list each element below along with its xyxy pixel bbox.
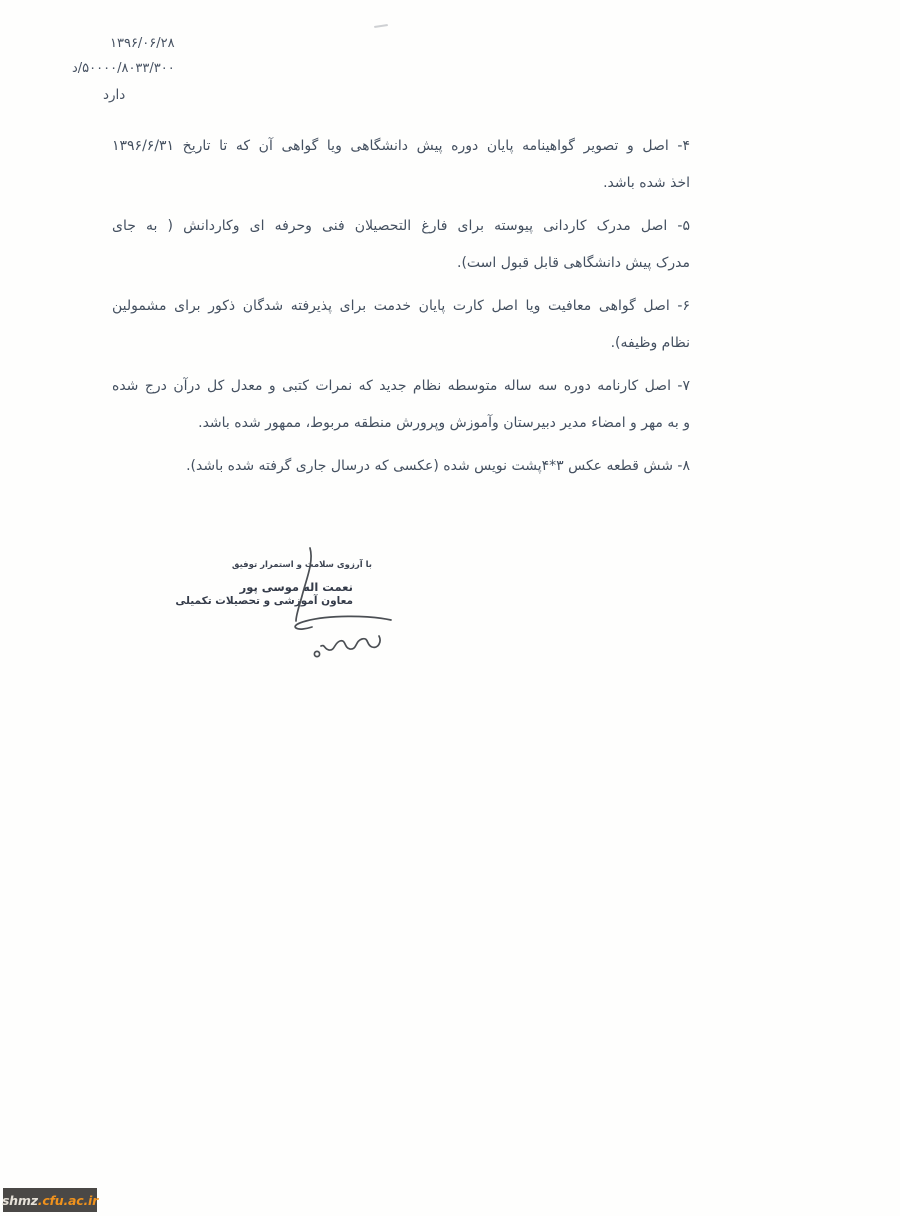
scan-artifact (374, 24, 388, 28)
item-6-line-1: ۶- اصل گواهی معافیت ویا اصل کارت پایان خدمت برای پذیرفته شدگان ذکور برای مشمولین (112, 298, 690, 314)
handwritten-signature (200, 540, 460, 670)
item-5-line-1: ۵- اصل مدرک کاردانی پیوسته برای فارغ التحصیلان فنی وحرفه ای وکاردانش ( به جای (112, 218, 690, 234)
letter-ref-number: ۵۰۰۰۰/۸۰۳۳/۳۰۰/د (72, 61, 175, 76)
watermark-site-prefix: shmz (1, 1192, 38, 1208)
item-7-line-1: ۷- اصل کارنامه دوره سه ساله متوسطه نظام جدید که نمرات کتبی و معدل کل درآن درج شده (112, 378, 690, 394)
signature-salutation: با آرزوی سلامت و استمرار توفیق (231, 560, 372, 570)
signatory-title: معاون آموزشی و تحصیلات تکمیلی (175, 595, 353, 607)
item-8-line-1: ۸- شش قطعه عکس ۳*۴پشت نویس شده (عکسی که درسال جاری گرفته شده باشد). (186, 458, 690, 474)
item-4-line-1: ۴- اصل و تصویر گواهینامه پایان دوره پیش دانشگاهی ویا گواهی آن که تا تاریخ ۱۳۹۶/۶/۳۱ (112, 138, 690, 154)
watermark-badge (3, 1188, 97, 1212)
letter-attachment-note: دارد (103, 87, 126, 103)
requirement-item-6 (112, 288, 690, 362)
letter-date: ۱۳۹۶/۰۶/۲۸ (110, 36, 175, 51)
watermark-site-suffix: .cfu.ac.ir (37, 1192, 99, 1208)
requirement-item-7 (112, 368, 690, 442)
item-4-line-2: اخذ شده باشد. (603, 175, 690, 191)
item-5-line-2: مدرک پیش دانشگاهی قابل قبول است). (457, 255, 690, 271)
item-7-line-2: و به مهر و امضاء مدیر دبیرستان وآموزش وپرورش منطقه مربوط، ممهور شده باشد. (198, 415, 690, 431)
item-6-line-2: نظام وظیفه). (610, 335, 690, 351)
requirement-item-4 (112, 128, 690, 202)
signatory-name: نعمت اله موسی پور (239, 580, 353, 594)
requirement-item-8 (112, 448, 690, 485)
requirement-item-5 (112, 208, 690, 282)
requirements-list (112, 128, 690, 491)
